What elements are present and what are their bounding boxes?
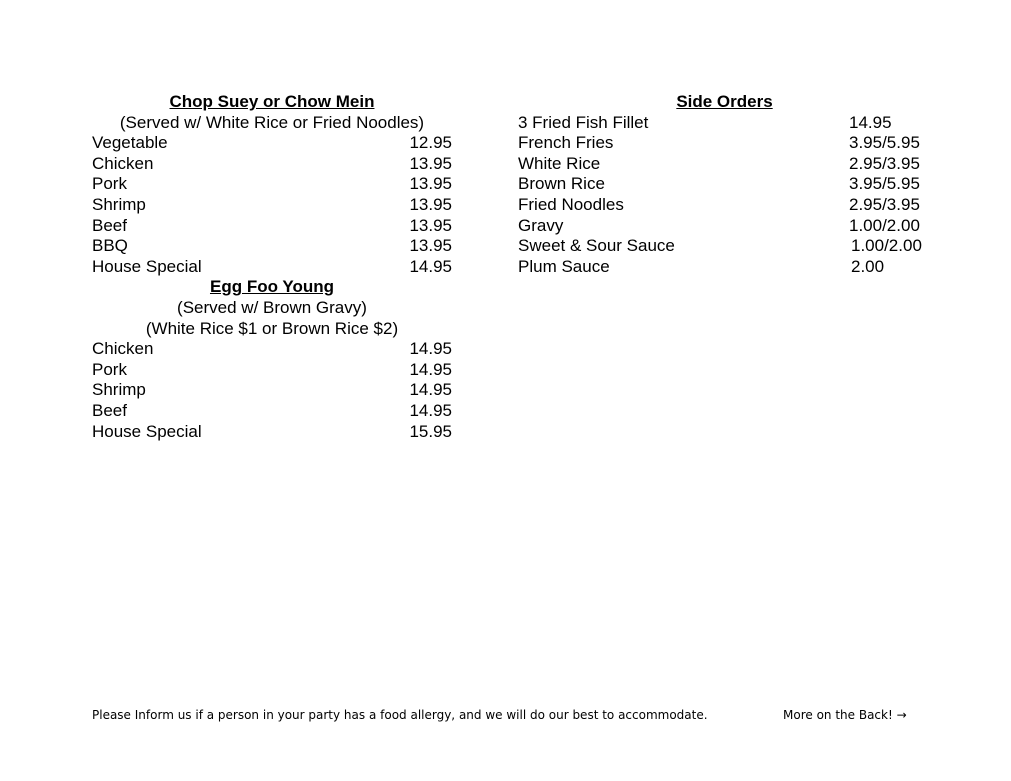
menu-item-price: 14.95 bbox=[409, 256, 452, 276]
left-column bbox=[92, 92, 452, 442]
menu-item-name: White Rice bbox=[518, 153, 601, 173]
menu-item-price: 2.00 bbox=[851, 256, 885, 276]
allergy-note: Please Inform us if a person in your party has a food allergy, and we will do our best to accommodate. bbox=[92, 708, 708, 722]
menu-item-price: 13.95 bbox=[409, 153, 452, 173]
menu-item-name: Chicken bbox=[92, 339, 154, 359]
menu-item-price: 13.95 bbox=[409, 174, 452, 194]
menu-item-price: 13.95 bbox=[409, 236, 452, 256]
menu-item-name: Pork bbox=[92, 174, 127, 194]
side-orders-items bbox=[518, 113, 928, 278]
chop-suey-note: (Served w/ White Rice or Fried Noodles) bbox=[119, 112, 425, 132]
menu-item-price: 1.00/2.00 bbox=[849, 215, 920, 235]
menu-item-name: Plum Sauce bbox=[518, 256, 610, 276]
menu-item-name: House Special bbox=[92, 256, 202, 276]
menu-item-name: House Special bbox=[92, 421, 202, 441]
menu-item-name: Shrimp bbox=[92, 194, 146, 214]
menu-item bbox=[92, 339, 452, 360]
menu-item-name: Shrimp bbox=[92, 380, 146, 400]
menu-item bbox=[518, 216, 928, 237]
menu-item-name: Gravy bbox=[518, 215, 564, 235]
menu-item-name: Vegetable bbox=[92, 133, 168, 153]
menu-item bbox=[518, 236, 928, 257]
menu-item-price: 12.95 bbox=[409, 133, 452, 153]
more-on-back-note: More on the Back! → bbox=[783, 708, 907, 722]
menu-item-name: Sweet & Sour Sauce bbox=[518, 236, 675, 256]
menu-item-price: 15.95 bbox=[409, 421, 452, 441]
menu-item-name: 3 Fried Fish Fillet bbox=[518, 112, 649, 132]
chop-suey-title: Chop Suey or Chow Mein bbox=[169, 92, 375, 111]
menu-item-price: 3.95/5.95 bbox=[849, 174, 920, 194]
egg-foo-young-title: Egg Foo Young bbox=[209, 277, 334, 297]
menu-item bbox=[92, 154, 452, 175]
menu-item-price: 14.95 bbox=[409, 359, 452, 379]
menu-item bbox=[92, 195, 452, 216]
menu-item-price: 1.00/2.00 bbox=[851, 236, 922, 256]
egg-foo-young-items bbox=[92, 339, 452, 442]
menu-item-price: 14.95 bbox=[409, 400, 452, 420]
menu-item-price: 14.95 bbox=[409, 339, 452, 359]
menu-item bbox=[518, 133, 928, 154]
menu-item bbox=[92, 257, 452, 278]
menu-item-name: BBQ bbox=[92, 236, 128, 256]
menu-item-name: French Fries bbox=[518, 133, 614, 153]
menu-item-name: Beef bbox=[92, 215, 127, 235]
menu-item bbox=[92, 133, 452, 154]
menu-item-price: 2.95/3.95 bbox=[849, 153, 920, 173]
menu-item-price: 13.95 bbox=[409, 215, 452, 235]
menu-item-price: 14.95 bbox=[409, 380, 452, 400]
menu-item-price: 2.95/3.95 bbox=[849, 194, 920, 214]
menu-item-name: Brown Rice bbox=[518, 174, 605, 194]
menu-item bbox=[518, 195, 928, 216]
side-orders-title: Side Orders bbox=[676, 92, 773, 111]
menu-item bbox=[518, 113, 928, 134]
menu-item bbox=[92, 174, 452, 195]
menu-item bbox=[92, 401, 452, 422]
menu-item-price: 3.95/5.95 bbox=[849, 133, 920, 153]
egg-foo-young-rice-note: (White Rice $1 or Brown Rice $2) bbox=[145, 318, 399, 338]
menu-item-name: Beef bbox=[92, 400, 127, 420]
menu-item bbox=[518, 174, 928, 195]
menu-item bbox=[92, 380, 452, 401]
right-column bbox=[518, 92, 928, 277]
chop-suey-items bbox=[92, 133, 452, 277]
menu-item-name: Chicken bbox=[92, 153, 154, 173]
menu-item bbox=[92, 360, 452, 381]
menu-item-name: Fried Noodles bbox=[518, 194, 624, 214]
menu-item bbox=[92, 216, 452, 237]
menu-item-price: 13.95 bbox=[409, 194, 452, 214]
menu-item bbox=[518, 154, 928, 175]
menu-item bbox=[92, 422, 452, 443]
menu-item-name: Pork bbox=[92, 359, 127, 379]
menu-item bbox=[92, 236, 452, 257]
menu-item bbox=[518, 257, 928, 278]
menu-item-price: 14.95 bbox=[849, 112, 892, 132]
egg-foo-young-note: (Served w/ Brown Gravy) bbox=[177, 297, 367, 317]
